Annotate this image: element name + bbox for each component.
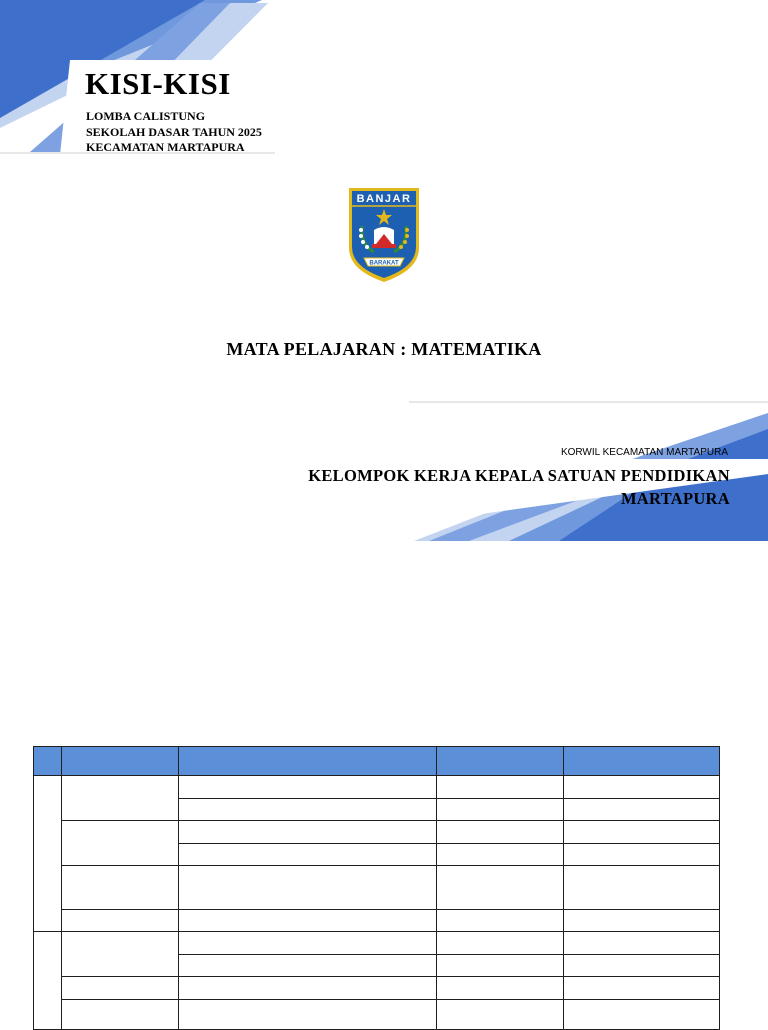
table-cell — [564, 910, 720, 932]
table-cell — [179, 1000, 437, 1030]
table-cell — [62, 776, 179, 821]
table-cell — [34, 776, 62, 932]
table-cell — [62, 866, 179, 910]
subject-heading: MATA PELAJARAN : MATEMATIKA — [226, 339, 542, 359]
table-cell — [179, 977, 437, 1000]
subtitle-line-3: KECAMATAN MARTAPURA — [86, 140, 245, 154]
table-cell — [179, 955, 437, 977]
document-title: KISI-KISI — [85, 66, 231, 101]
table-cell — [179, 776, 437, 799]
table-row — [34, 1000, 720, 1030]
table-cell — [62, 821, 179, 866]
table-cell — [437, 955, 564, 977]
table-cell — [179, 866, 437, 910]
table-cell — [437, 776, 564, 799]
table-cell — [564, 844, 720, 866]
table-cell — [62, 910, 179, 932]
table-cell — [564, 821, 720, 844]
table-header-row — [34, 747, 720, 776]
subtitle-line-2: SEKOLAH DASAR TAHUN 2025 — [86, 125, 262, 139]
table-cell — [62, 1000, 179, 1030]
table-cell — [564, 1000, 720, 1030]
table-header-cell — [564, 747, 720, 776]
table-header-cell — [179, 747, 437, 776]
table-cell — [437, 866, 564, 910]
table-cell — [437, 910, 564, 932]
table-header-cell — [437, 747, 564, 776]
logo-top-text: BANJAR — [356, 193, 412, 205]
organization-name — [270, 464, 730, 510]
table-cell — [564, 799, 720, 821]
table-row — [34, 821, 720, 844]
organization-line-1: KELOMPOK KERJA KEPALA SATUAN PENDIDIKAN — [308, 466, 730, 485]
table-header-cell — [62, 747, 179, 776]
banjar-crest-logo — [346, 186, 422, 284]
table-cell — [564, 776, 720, 799]
korwil-label: KORWIL KECAMATAN MARTAPURA — [560, 447, 728, 458]
table-cell — [564, 955, 720, 977]
table-cell — [179, 910, 437, 932]
table-header-cell — [34, 747, 62, 776]
table-cell — [437, 821, 564, 844]
table-cell — [62, 977, 179, 1000]
table-cell — [179, 799, 437, 821]
table-cell — [564, 866, 720, 910]
table-cell — [179, 821, 437, 844]
table-row — [34, 932, 720, 955]
table-cell — [34, 932, 62, 1030]
table-cell — [62, 932, 179, 977]
subtitle-line-1: LOMBA CALISTUNG — [86, 109, 206, 123]
table-cell — [179, 844, 437, 866]
organization-line-2: MARTAPURA — [620, 489, 730, 508]
table-row — [34, 776, 720, 799]
table-cell — [564, 977, 720, 1000]
kisi-kisi-table — [33, 746, 719, 1030]
table-cell — [179, 932, 437, 955]
table-cell — [437, 977, 564, 1000]
table-cell — [437, 799, 564, 821]
table-row — [34, 910, 720, 932]
table-row — [34, 977, 720, 1000]
table-cell — [437, 1000, 564, 1030]
table-row — [34, 866, 720, 910]
logo-ribbon-text: BARAKAT — [369, 260, 399, 267]
table-cell — [564, 932, 720, 955]
table-cell — [437, 844, 564, 866]
table-cell — [437, 932, 564, 955]
